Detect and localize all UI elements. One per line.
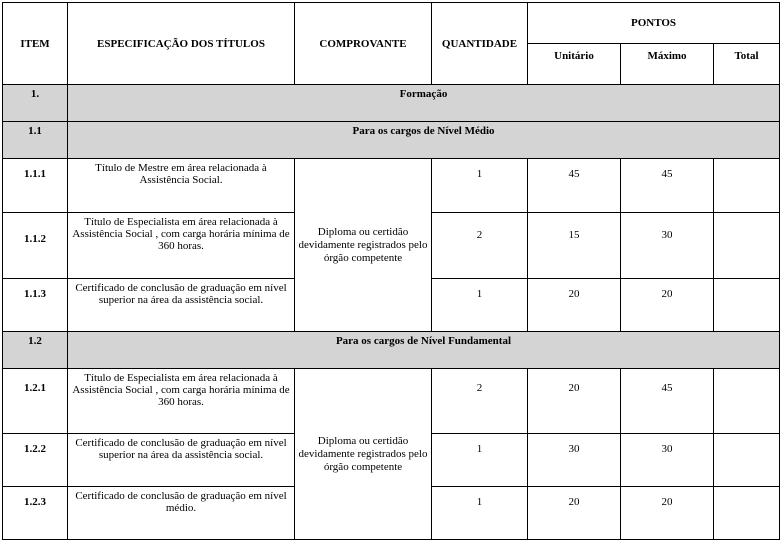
row-total <box>714 487 780 540</box>
header-spec: ESPECIFICAÇÃO DOS TÍTULOS <box>68 3 295 85</box>
group-row <box>3 332 780 369</box>
header-total: Total <box>714 44 780 85</box>
row-quantidade: 1 <box>432 279 528 332</box>
header-unitario: Unitário <box>528 44 621 85</box>
group-row <box>3 122 780 159</box>
section-row <box>3 85 780 122</box>
row-unitario: 20 <box>528 487 621 540</box>
group-item: 1.1 <box>3 122 68 159</box>
header-item: ITEM <box>3 3 68 85</box>
scoring-table <box>2 2 780 540</box>
header-quantidade: QUANTIDADE <box>432 3 528 85</box>
row-maximo: 30 <box>621 434 714 487</box>
row-maximo: 20 <box>621 279 714 332</box>
row-item: 1.2.3 <box>3 487 68 540</box>
row-quantidade: 1 <box>432 159 528 213</box>
section-label: Formação <box>68 85 780 122</box>
header-row <box>3 3 780 44</box>
row-total <box>714 369 780 434</box>
row-spec: Certificado de conclusão de graduação em nível superior na área da assistência social. <box>68 279 295 332</box>
row-item: 1.2.1 <box>3 369 68 434</box>
row-total <box>714 159 780 213</box>
row-comprovante: Diploma ou certidão devidamente registrados pelo órgão competente <box>295 369 432 540</box>
row-spec: Certificado de conclusão de graduação em nível médio. <box>68 487 295 540</box>
group-label: Para os cargos de Nível Fundamental <box>68 332 780 369</box>
header-comprovante: COMPROVANTE <box>295 3 432 85</box>
row-unitario: 45 <box>528 159 621 213</box>
row-item: 1.1.2 <box>3 213 68 279</box>
row-quantidade: 2 <box>432 213 528 279</box>
header-pontos: PONTOS <box>528 3 780 44</box>
row-maximo: 45 <box>621 369 714 434</box>
table-row <box>3 369 780 434</box>
row-total <box>714 279 780 332</box>
group-label: Para os cargos de Nível Médio <box>68 122 780 159</box>
row-item: 1.1.3 <box>3 279 68 332</box>
row-unitario: 30 <box>528 434 621 487</box>
row-item: 1.1.1 <box>3 159 68 213</box>
row-comprovante: Diploma ou certidão devidamente registrados pelo órgão competente <box>295 159 432 332</box>
row-total <box>714 434 780 487</box>
table-row <box>3 159 780 213</box>
row-item: 1.2.2 <box>3 434 68 487</box>
row-unitario: 20 <box>528 369 621 434</box>
row-maximo: 20 <box>621 487 714 540</box>
row-spec: Título de Especialista em área relacionada à Assistência Social , com carga horária mínima de 360 horas. <box>68 369 295 434</box>
row-quantidade: 2 <box>432 369 528 434</box>
row-spec: Título de Mestre em área relacionada à Assistência Social. <box>68 159 295 213</box>
row-unitario: 15 <box>528 213 621 279</box>
row-spec: Título de Especialista em área relacionada à Assistência Social , com carga horária mínima de 360 horas. <box>68 213 295 279</box>
row-quantidade: 1 <box>432 434 528 487</box>
header-maximo: Máximo <box>621 44 714 85</box>
row-maximo: 30 <box>621 213 714 279</box>
group-item: 1.2 <box>3 332 68 369</box>
row-total <box>714 213 780 279</box>
row-unitario: 20 <box>528 279 621 332</box>
section-item: 1. <box>3 85 68 122</box>
row-quantidade: 1 <box>432 487 528 540</box>
row-maximo: 45 <box>621 159 714 213</box>
row-spec: Certificado de conclusão de graduação em nível superior na área da assistência social. <box>68 434 295 487</box>
